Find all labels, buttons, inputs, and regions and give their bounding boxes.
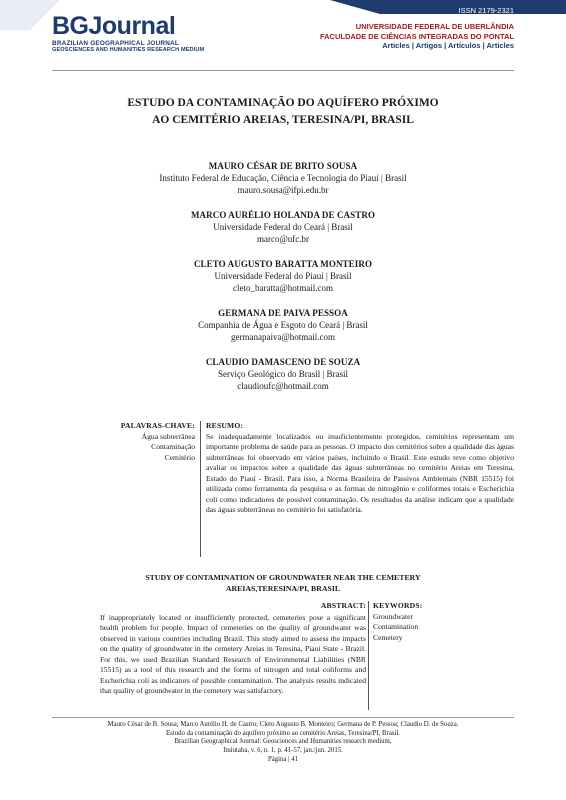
- university-name: UNIVERSIDADE FEDERAL DE UBERLÂNDIA: [355, 22, 514, 31]
- footer-volume: Ituiutaba, v. 6, n. 1, p. 41-57, jan./jun. 2015.: [223, 747, 343, 755]
- author-affiliation: Companhia de Água e Esgoto do Ceará | Brasil: [198, 320, 368, 330]
- author-email[interactable]: claudioufc@hotmail.com: [237, 381, 329, 391]
- author-affiliation: Universidade Federal do Piauí | Brasil: [214, 271, 352, 281]
- author-email[interactable]: mauro.sousa@ifpi.edu.br: [237, 185, 329, 195]
- footer-article: Estudo da contaminação do aquífero próximo ao cemitério Areias, Teresina/PI, Brasil.: [165, 729, 400, 737]
- abstract-text: If inappropriately located or insufficiently protected, cemeteries pose a significant health problem for people. Impact of cemeteries on the quality of groundwater was observed in various countries including Brazil. This study aimed to assess the impacts on the quality of groundwater in the cemetery Areias in Teresina, Piaui State - Brazil. For this, we used Brazilian Standard Research of Environmental Liabilities (NBR 15515) as a tool of this research and the forms of nitrogen and total coliforms and Escherichia coli as indicators of possible contamination. The analysis results indicated that quality of groundwater in the cemetery was satisfactory.: [100, 612, 366, 695]
- keyword-item: Cemitério: [164, 452, 195, 462]
- faculty-name: FACULDADE DE CIÊNCIAS INTEGRADAS DO PONTAL: [319, 31, 514, 41]
- publisher-info: [320, 22, 514, 51]
- resumo-text: Se inadequadamente localizados ou insuficientemente protegidos, cemitérios representam um importante problema de saúde para as pessoas. O impacto dos cemitérios sobre a qualidade das águas subterrâneas foi observado em vários países, incluindo o Brasil. Este estudo teve como objetivo avaliar os impactos sobre a qualidade das águas subterrâneas no cemitério Areias em Teresina, Estado do Piauí - Brasil. Para isso, a Norma Brasileira de Passivos Ambientais (NBR 15515) foi utilizada como ferramenta da pesquisa e as formas de nitrogênio e coliformes totais e Escherichia coli como indicadores de possível contaminação. Os resultados da análise indicam que a qualidade das águas subterrâneas no cemitério foi satisfatória.: [206, 431, 514, 514]
- keyword-item: Cemetery: [373, 632, 403, 642]
- author-name: MARCO AURÉLIO HOLANDA DE CASTRO: [190, 210, 376, 220]
- abstract: [100, 601, 366, 697]
- logo-tagline: GEOSCIENCES AND HUMANITIES RESEARCH MEDIUM: [52, 47, 205, 53]
- author-name: CLAUDIO DAMASCENO DE SOUZA: [205, 357, 361, 367]
- column-divider: [368, 601, 369, 710]
- author-name: MAURO CÉSAR DE BRITO SOUSA: [208, 161, 358, 171]
- author-block: [60, 258, 506, 294]
- author-block: [60, 356, 506, 392]
- author-block: [60, 307, 506, 343]
- author-name: GERMANA DE PAIVA PESSOA: [218, 308, 348, 318]
- author-affiliation: Instituto Federal de Educação, Ciência e Tecnologia do Piauí | Brasil: [159, 173, 407, 183]
- journal-logo[interactable]: [52, 14, 204, 53]
- author-email[interactable]: germanapaiva@hotmail.com: [230, 332, 335, 342]
- page-number: Página | 41: [267, 755, 299, 763]
- author-name: CLETO AUGUSTO BARATTA MONTEIRO: [193, 259, 373, 269]
- footer-journal: Brazilian Geographical Journal: Geosciences and Humanities research medium,: [174, 738, 392, 746]
- english-title-line-1: STUDY OF CONTAMINATION OF GROUNDWATER NEAR THE CEMETERY: [145, 573, 421, 582]
- abstract-label: ABSTRACT:: [320, 601, 366, 610]
- author-email[interactable]: cleto_baratta@hotmail.com: [232, 283, 333, 293]
- title-line-2: AO CEMITÉRIO AREIAS, TERESINA/PI, BRASIL: [152, 114, 414, 126]
- title-line-1: ESTUDO DA CONTAMINAÇÃO DO AQUÍFERO PRÓXIMO: [127, 97, 439, 109]
- footer-divider: [52, 717, 514, 718]
- keywords-pt: [52, 421, 195, 463]
- article-title: [60, 95, 506, 129]
- keywords-pt-label: PALAVRAS-CHAVE:: [120, 421, 195, 430]
- keywords-en-label: KEYWORDS:: [373, 601, 423, 610]
- english-title-line-2: AREIAS,TERESINA/PI, BRASIL: [225, 583, 341, 593]
- author-block: [60, 209, 506, 245]
- author-list: [60, 160, 506, 405]
- resumo: [206, 421, 514, 516]
- keyword-item: Contamination: [373, 622, 419, 631]
- logo-subtitle: BRAZILIAN GEOGRAPHICAL JOURNAL: [52, 40, 179, 47]
- column-divider: [200, 421, 201, 557]
- resumo-label: RESUMO:: [206, 421, 244, 430]
- section-type: Articles | Artigos | Artículos | Articles: [382, 41, 514, 50]
- citation-footer: [52, 721, 514, 765]
- footer-authors: Mauro César de B. Sousa; Marco Aurélio H. de Castro; Cleto Augusto B. Monteiro; Germana de P. Pessoa; Claudio D. de Souza.: [107, 721, 459, 728]
- keyword-item: Groundwater: [373, 611, 414, 621]
- author-email[interactable]: marco@ufc.br: [256, 234, 309, 244]
- logo-title: BGJournal: [52, 12, 176, 40]
- journal-header: [0, 0, 566, 78]
- author-affiliation: Universidade Federal do Ceará | Brasil: [213, 222, 353, 232]
- issn: ISSN 2179-2321: [458, 6, 514, 15]
- keywords-en: [373, 601, 513, 643]
- author-block: [60, 160, 506, 196]
- english-title: [60, 573, 506, 594]
- keyword-item: Água subterrânea: [141, 431, 195, 441]
- author-affiliation: Serviço Geológico do Brasil | Brasil: [217, 369, 349, 379]
- header-divider: [52, 70, 514, 71]
- keyword-item: Contaminação: [151, 442, 195, 451]
